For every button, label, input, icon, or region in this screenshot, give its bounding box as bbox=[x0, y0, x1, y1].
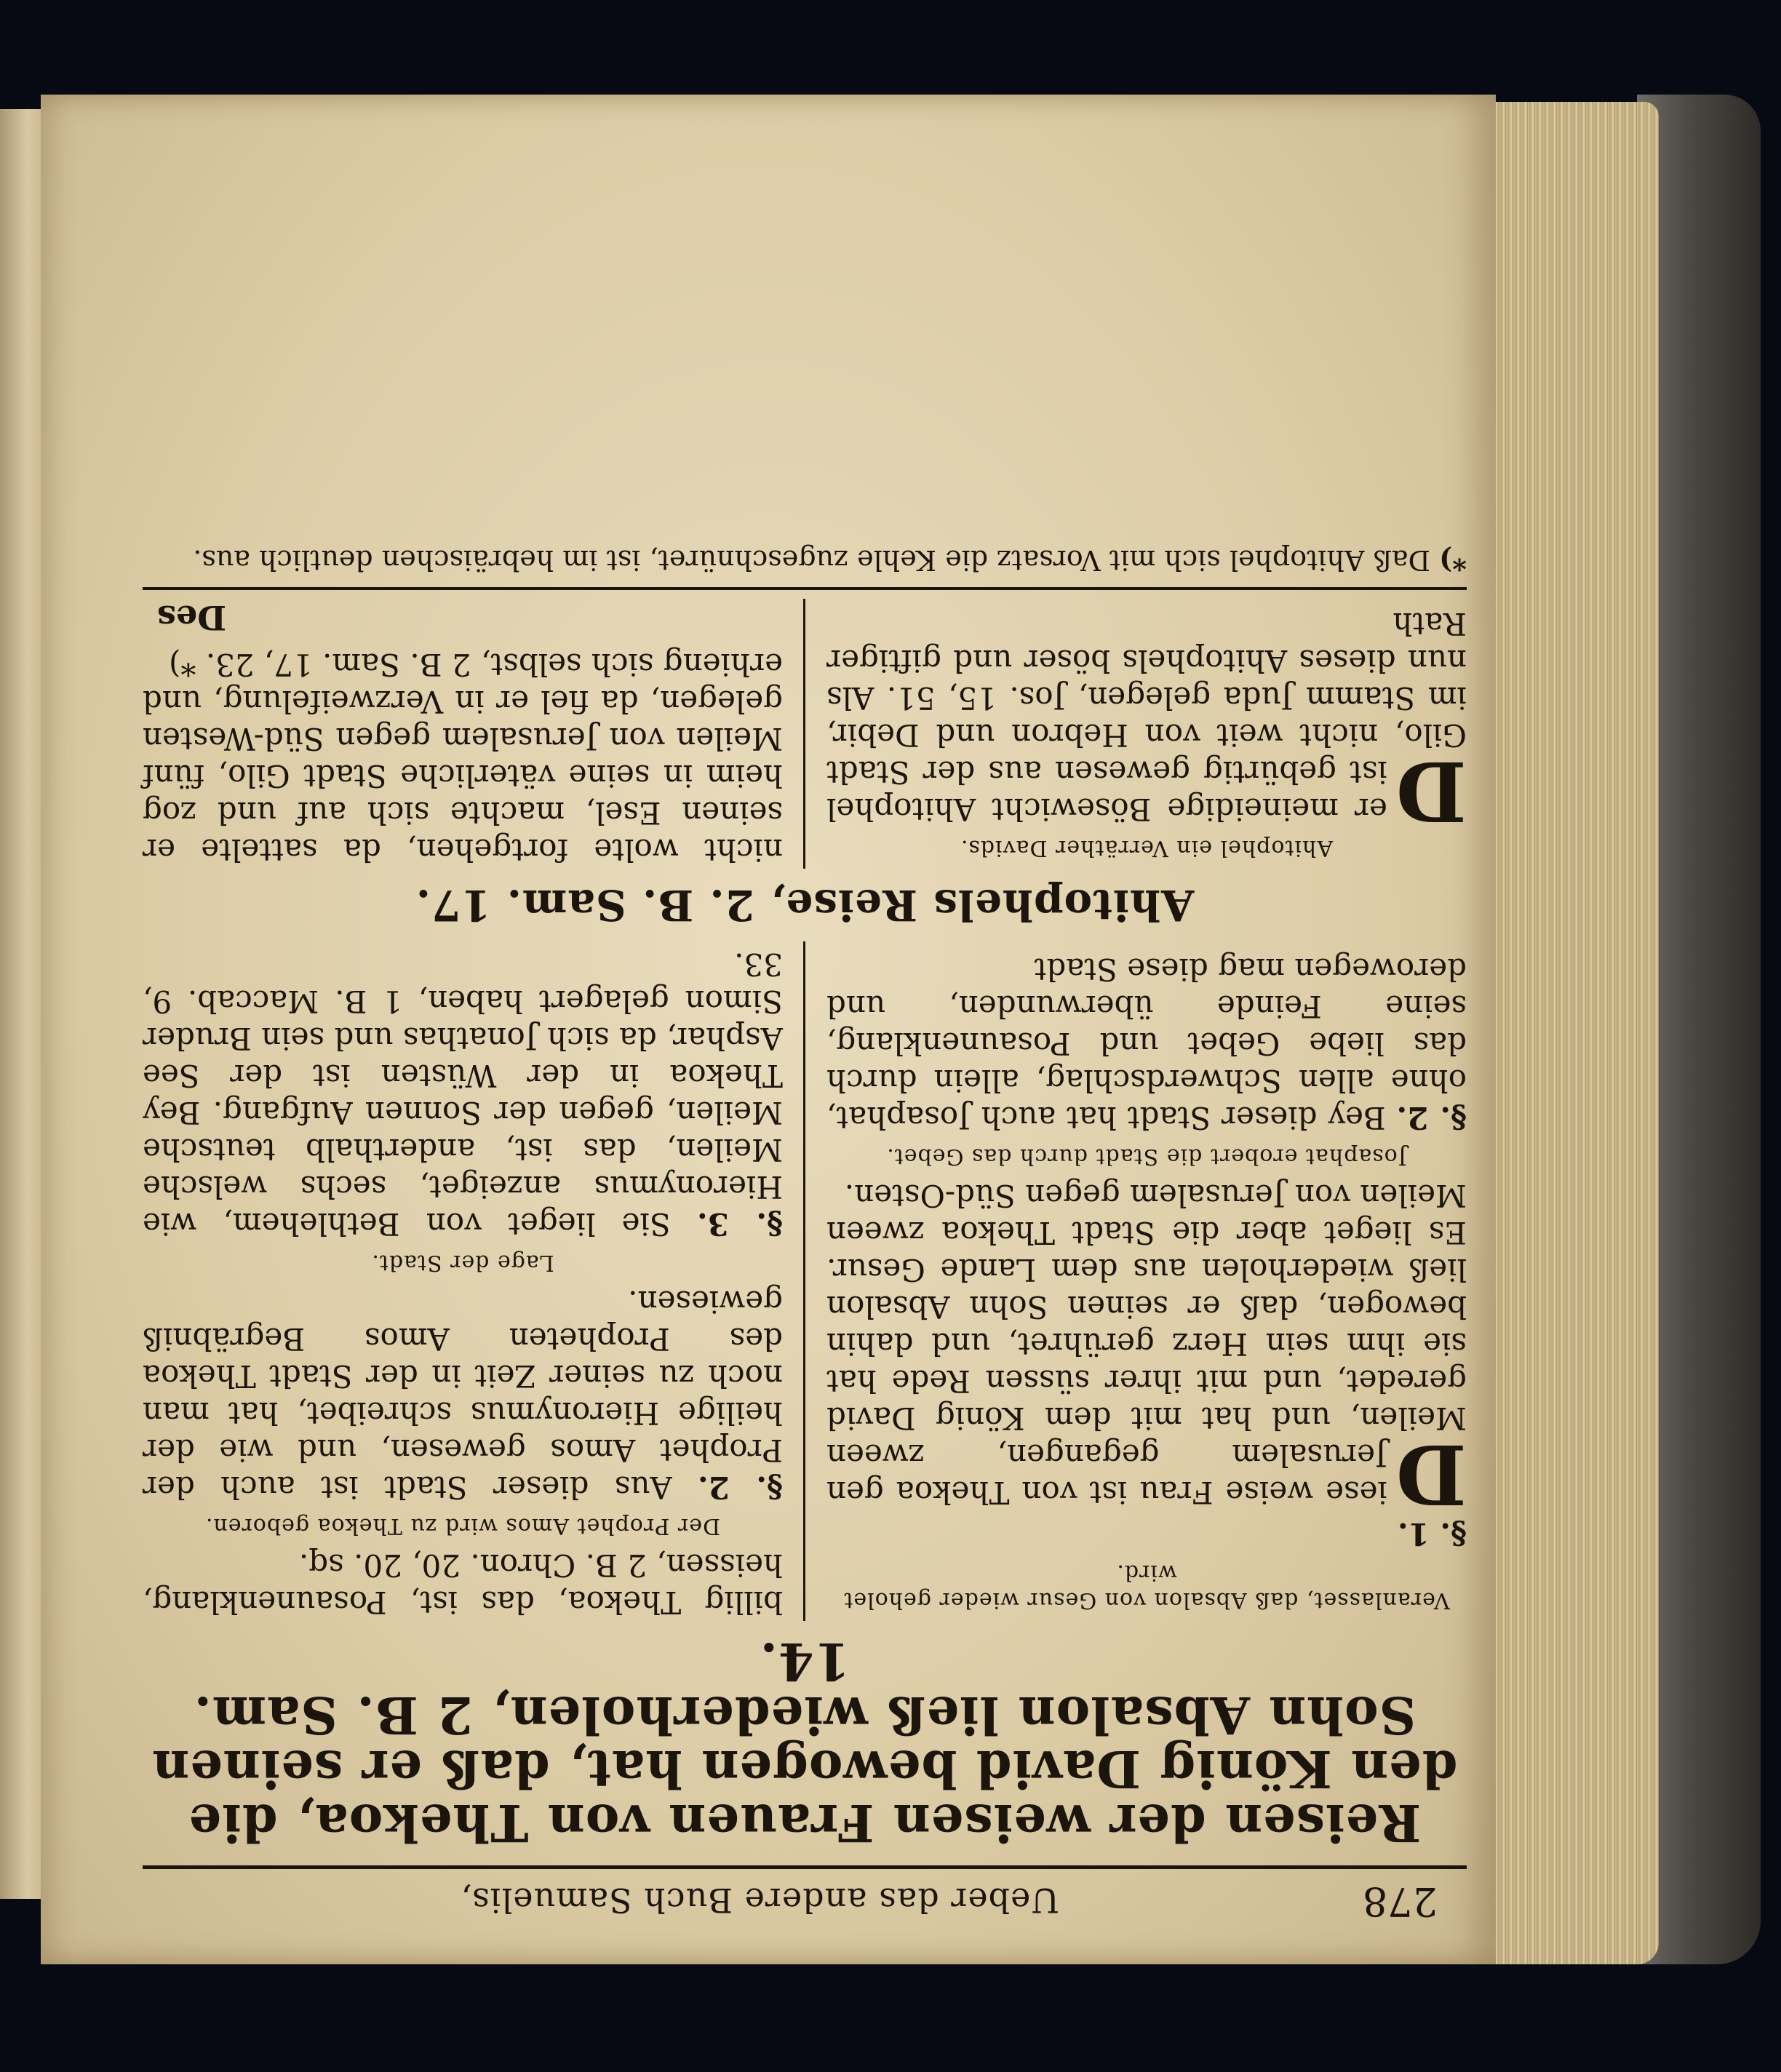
marginal-note: Ahitophel ein Verräther Davids. bbox=[960, 835, 1334, 861]
page-number: 278 bbox=[1362, 1878, 1438, 1924]
paragraph-text: Bey dieser Stadt hat auch Josaphat, ohne allen Schwerdschlag, allein durch das liebe Gebet und Posaunenklang, seine Feinde überwunden, und derowegen mag diese Stadt bbox=[826, 952, 1467, 1136]
paragraph bbox=[826, 1177, 1467, 1521]
paragraph-text: er meineidige Bösewicht Ahitophel ist gebürtig gewesen aus der Stadt Gilo, nicht weit von Hebron und Debir, im Stamm Juda gelegen, Jos. 15, 51. Als nun dieses Ahitophels böser und giftiger Rath bbox=[826, 606, 1467, 827]
section-title-ahitophel: Ahitophels Reise, 2. B. Sam. 17. bbox=[415, 880, 1195, 930]
paragraph-text: iese weise Frau ist von Thekoa gen Jerusalem gegangen, zween Meilen, und hat mit dem König David geredet, und mit ihrer süssen Rede hat sie ihm sein Herz gerühret, und dahin bewogen, daß er seinen Sohn Absalon ließ wiederholen aus dem Lande Gesur. bbox=[826, 1252, 1467, 1510]
paragraph-number: §. 1. bbox=[1397, 1516, 1467, 1552]
paragraph bbox=[826, 951, 1467, 1136]
section-thekoa-columns bbox=[143, 941, 1467, 1621]
head-rule bbox=[143, 1865, 1467, 1869]
column-divider bbox=[804, 941, 806, 1621]
marginal-note: Lage der Stadt. bbox=[371, 1250, 554, 1275]
footnote-mark: *) bbox=[1439, 544, 1467, 577]
footnote-text: Daß Ahitophel sich mit Vorsatz die Kehle zugeschnüret, ist im hebräischen deutlich aus. bbox=[193, 544, 1431, 576]
paragraph-text: Aus dieser Stadt ist auch der Prophet Amos gewesen, und wie der heilige Hieronymus schreibet, hat man noch zu seiner Zeit in der Stadt Thekoa des Propheten Amos Begräbniß gewiesen. bbox=[143, 1284, 783, 1505]
marginal-note: Veranlasset, daß Absalon von Gesur wieder geholet wird. bbox=[843, 1560, 1450, 1613]
marginal-note: Josaphat erobert die Stadt durch das Gebet. bbox=[886, 1144, 1407, 1169]
drop-cap: D bbox=[1395, 1426, 1467, 1521]
paragraph-text: Es lieget aber die Stadt Thekoa zween Meilen von Jerusalem gegen Süd-Osten. bbox=[826, 1178, 1467, 1251]
paragraph-text: nicht wolte fortgehen, da sattelte er seinen Esel, machte sich auf und zog heim in seine väterliche Stadt Gilo, fünf Meilen von Jerusalem gegen Süd-Westen gelegen, da fiel er in Verzweifelung, und erhieng sich selbst, 2 B. Sam. 17, 23. *) bbox=[143, 647, 783, 868]
paragraph bbox=[826, 1515, 1467, 1553]
upside-down-page-content bbox=[41, 95, 1496, 1964]
footnote-rule bbox=[143, 587, 1467, 590]
column-divider bbox=[804, 599, 806, 869]
facing-page-edge bbox=[0, 109, 47, 1899]
paragraph-number: §. 2. bbox=[1396, 1100, 1467, 1136]
section-title-thekoa: Reisen der weisen Frauen von Thekoa, die den König David bewogen hat, daß er seinen Sohn Absalon ließ wiederholen, 2 B. Sam. 14. bbox=[151, 1631, 1458, 1853]
paragraph bbox=[143, 946, 783, 1243]
page-text-block bbox=[143, 543, 1467, 1924]
running-head bbox=[143, 1873, 1467, 1924]
paragraph-text: billig Thekoa, das ist, Posaunenklang, heissen, 2 B. Chron. 20, 20. sq. bbox=[143, 1547, 783, 1620]
paragraph-number: §. 3. bbox=[697, 1206, 783, 1242]
paragraph-number: §. 2. bbox=[698, 1470, 783, 1505]
book-page bbox=[41, 95, 1496, 1964]
left-column bbox=[826, 941, 1467, 1621]
right-column bbox=[143, 941, 783, 1621]
footnote bbox=[143, 543, 1467, 577]
paragraph bbox=[143, 646, 783, 869]
paragraph bbox=[826, 605, 1467, 838]
section-ahitophel-columns bbox=[143, 599, 1467, 869]
page-edges bbox=[1484, 102, 1659, 1964]
catchword: Des bbox=[157, 598, 227, 637]
running-title: Ueber das andere Buch Samuelis, bbox=[460, 1881, 1059, 1920]
left-column bbox=[826, 599, 1467, 869]
right-column bbox=[143, 599, 783, 869]
marginal-note: Der Prophet Amos wird zu Thekoa geboren. bbox=[204, 1513, 721, 1539]
paragraph bbox=[143, 1283, 783, 1506]
paragraph-text: Sie lieget von Bethlehem, wie Hieronymus anzeiget, sechs welsche Meilen, das ist, anderthalb teutsche Meilen, gegen der Sonnen Aufgang. Bey Thekoa in der Wüsten ist der See Asphar, da sich Jonathas und sein Bruder Simon gelagert haben, 1 B. Maccab. 9, 33. bbox=[143, 947, 783, 1242]
paragraph bbox=[143, 1547, 783, 1621]
drop-cap: D bbox=[1395, 743, 1467, 838]
